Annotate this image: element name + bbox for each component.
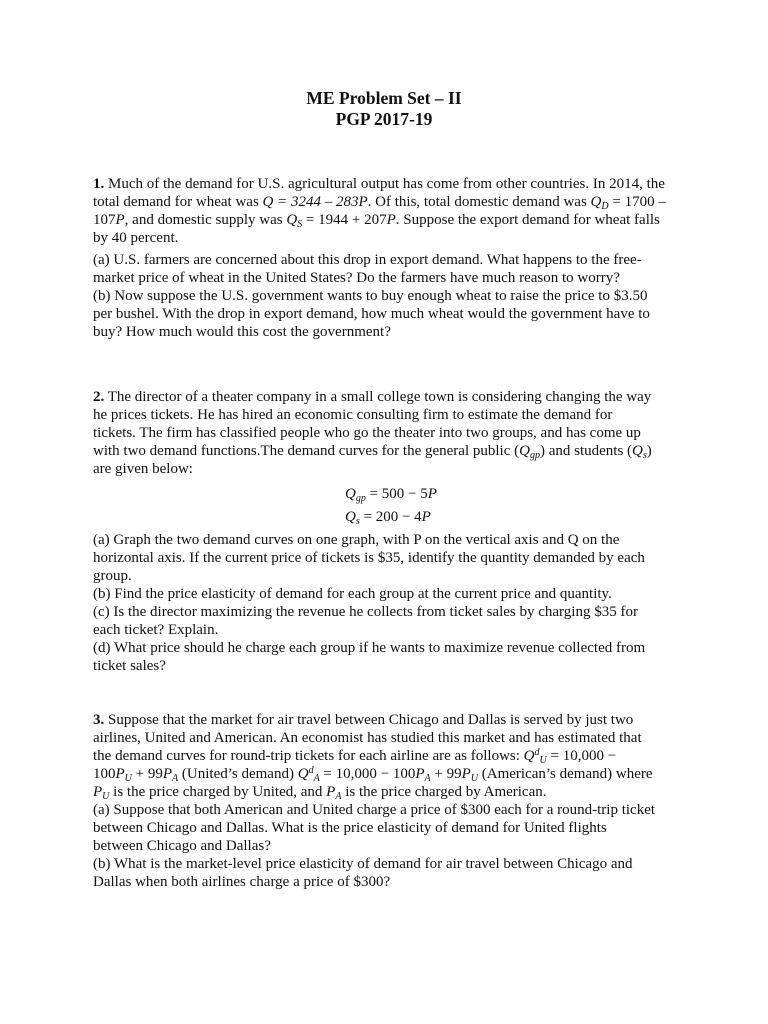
q2-part-d: (d) What price should he charge each group if he wants to maximize revenue collected from	[93, 640, 646, 656]
q2-line: 2. The director of a theater company in a small college town is considering changing the way	[93, 389, 652, 405]
page-title: ME Problem Set – II	[306, 88, 462, 108]
q2-part-a: (a) Graph the two demand curves on one graph, with P on the vertical axis and Q on the	[93, 532, 620, 548]
q2-line: with two demand functions.The demand curves for the general public $(Q_{gp})$ and students $(Q_s)$	[93, 443, 652, 461]
q3-part-a: between Chicago and Dallas?	[93, 838, 271, 854]
q3-line: 3. Suppose that the market for air travel between Chicago and Dallas is served by just two	[93, 712, 634, 728]
q1-line: 1. Much of the demand for U.S. agricultural output has come from other countries. In 2014, the	[93, 176, 665, 192]
equation-general-public: $Q_{gp} = 500 - 5P$	[345, 486, 437, 504]
q2-line: tickets. The firm has classified people who go the theater into two groups, and has come up	[93, 425, 641, 441]
equation-students: $Q_s = 200 - 4P$	[345, 509, 431, 527]
q2-part-c: each ticket? Explain.	[93, 622, 219, 638]
q3-part-b: Dallas when both airlines charge a price of $300?	[93, 874, 391, 890]
q3-part-b: (b) What is the market-level price elasticity of demand for air travel between Chicago and	[93, 856, 633, 872]
q2-part-c: (c) Is the director maximizing the revenue he collects from ticket sales by charging $35 for	[93, 604, 638, 620]
q2-number: 2.	[93, 389, 105, 405]
q3-part-a: (a) Suppose that both American and United charge a price of $300 each for a round-trip ticket	[93, 802, 656, 818]
q3-line: the demand curves for round-trip tickets for each airline are as follows: $Q^d_U = 10,000$ −	[93, 747, 617, 766]
q2-part-d: ticket sales?	[93, 658, 166, 674]
q1-number: 1.	[93, 176, 105, 192]
question-3	[93, 712, 683, 892]
q1-part-b: buy? How much would this cost the government?	[93, 324, 391, 340]
question-1	[93, 176, 683, 342]
q1-part-a: (a) U.S. farmers are concerned about this drop in export demand. What happens to the free-	[93, 252, 642, 268]
q2-part-a: group.	[93, 568, 132, 584]
q1-line: 107P, and domestic supply was $Q_S = 1944 + 207P$. Suppose the export demand for wheat falls	[93, 212, 660, 230]
q1-line: total demand for wheat was Q = 3244 – 283P. Of this, total domestic demand was $Q_D = 1700$ –	[93, 194, 666, 212]
q1-part-a: market price of wheat in the United States? Do the farmers have much reason to worry?	[93, 270, 620, 286]
question-2	[93, 389, 683, 479]
q2-part-a: horizontal axis. If the current price of tickets is $35, identify the quantity demanded by each	[93, 550, 645, 566]
q3-line: $100P_U + 99P_A$ (United’s demand) $Q^d_A = 10,000 - 100P_A + 99P_U$ (American’s demand) where	[93, 765, 653, 784]
q3-number: 3.	[93, 712, 105, 728]
q3-part-a: between Chicago and Dallas. What is the price elasticity of demand for United flights	[93, 820, 607, 836]
question-2-parts	[93, 532, 683, 676]
q1-part-b: per bushel. With the drop in export demand, how much wheat would the government have to	[93, 306, 650, 322]
q3-line: airlines, United and American. An economist has studied this market and has estimated that	[93, 730, 642, 746]
q2-line: he prices tickets. He has hired an economic consulting firm to estimate the demand for	[93, 407, 613, 423]
q2-line: are given below:	[93, 461, 193, 477]
q1-part-b: (b) Now suppose the U.S. government wants to buy enough wheat to raise the price to $3.50	[93, 288, 648, 304]
q2-part-b: (b) Find the price elasticity of demand for each group at the current price and quantity.	[93, 586, 612, 602]
page-subtitle: PGP 2017-19	[335, 109, 433, 129]
q3-line: $P_U$ is the price charged by United, and $P_A$ is the price charged by American.	[93, 784, 547, 802]
q1-line: by 40 percent.	[93, 230, 179, 246]
